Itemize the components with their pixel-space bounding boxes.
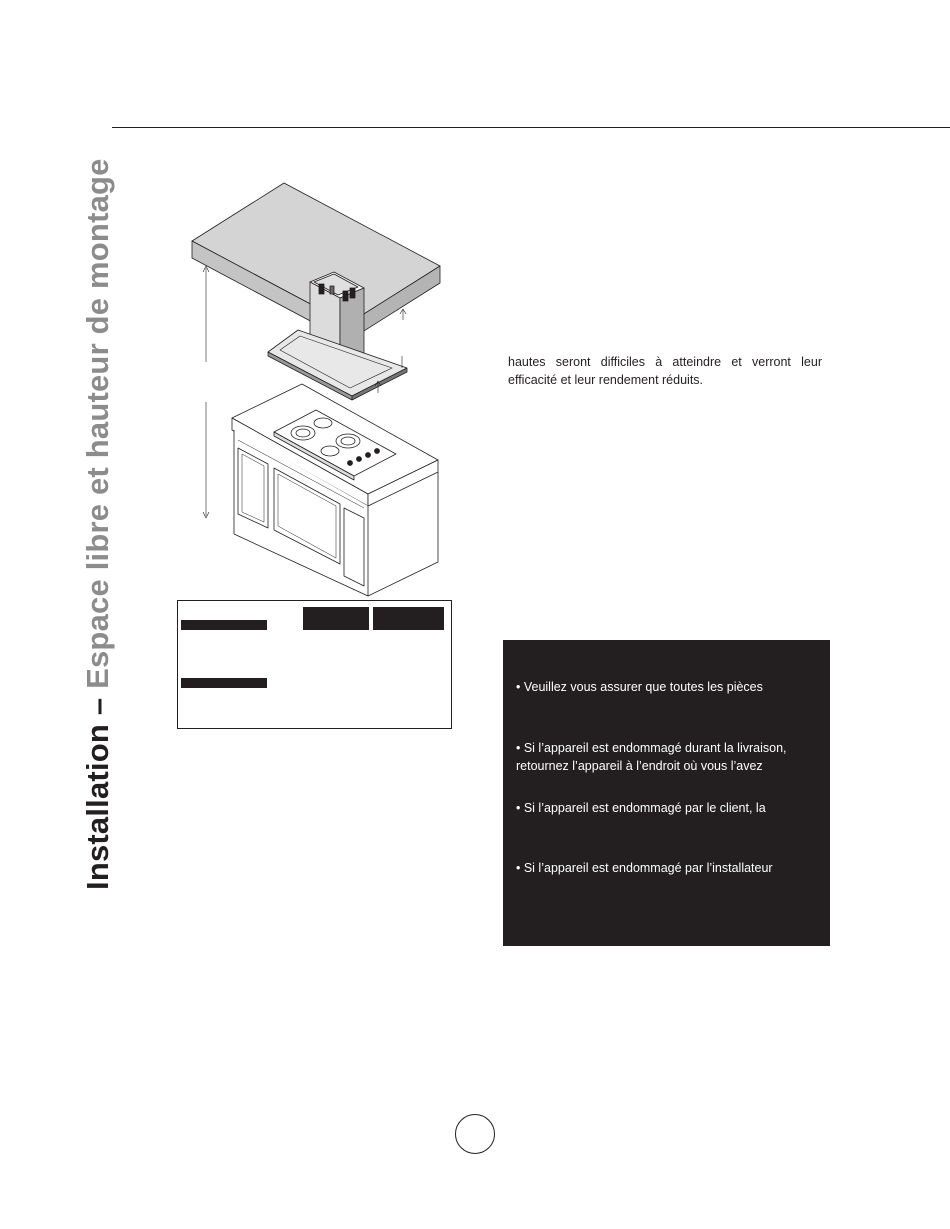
kitchen-island: [232, 384, 438, 596]
notice-item: • Veuillez vous assurer que toutes les pièces: [516, 680, 763, 694]
header-rule: [112, 127, 950, 128]
notice-item: • Si l’appareil est endommagé par l’installateur: [516, 861, 773, 875]
page-title: [82, 158, 113, 890]
redacted-header-cell: [373, 607, 444, 630]
page-number-circle: [455, 1114, 495, 1154]
island-hood-illustration: [180, 178, 455, 598]
title-installation: Installation –: [80, 688, 115, 890]
warning-notice-box: [503, 640, 830, 946]
dimension-table: [177, 600, 452, 729]
notice-item: • Si l’appareil est endommagé durant la livraison, retournez l’appareil à l’endroit où vous l’avez: [516, 741, 787, 773]
redacted-label-bar: [181, 620, 267, 630]
redacted-label-bar: [181, 678, 267, 688]
notice-item: • Si l’appareil est endommagé par le client, la: [516, 801, 766, 815]
redacted-header-cell: [303, 607, 369, 630]
title-subtitle: Espace libre et hauteur de montage: [80, 158, 115, 689]
intro-paragraph: hautes seront difficiles à atteindre et verront leur efficacité et leur rendement réduits.: [508, 355, 822, 387]
